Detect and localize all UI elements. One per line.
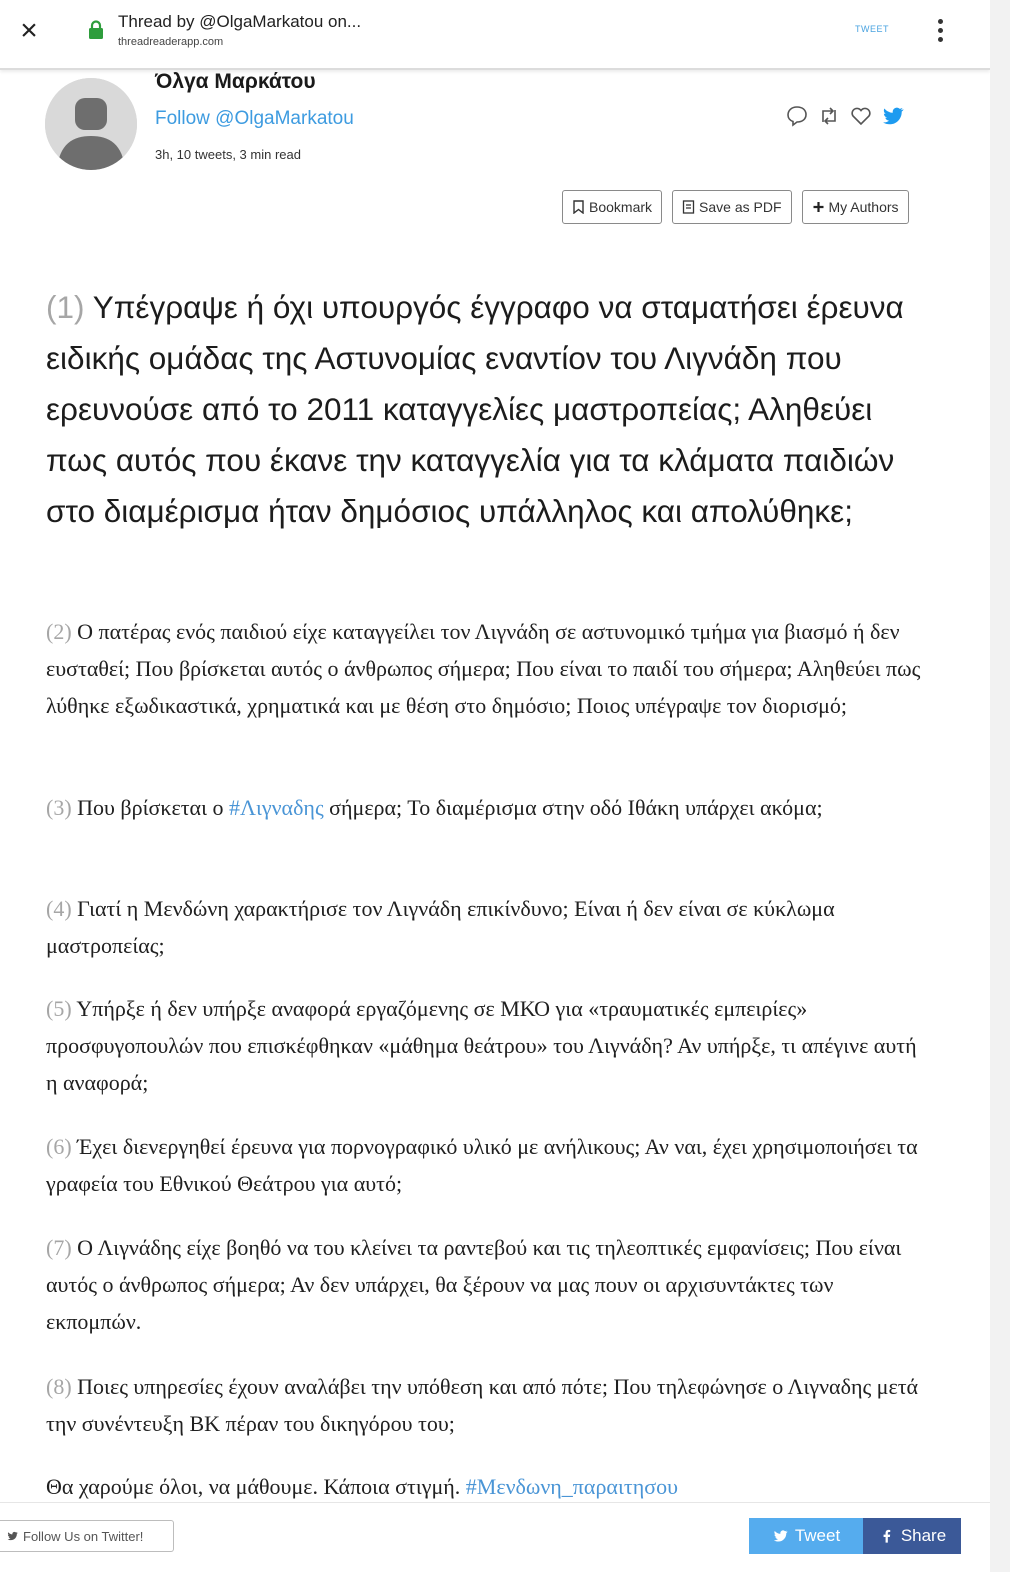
tweet-number: (5) xyxy=(46,996,72,1021)
avatar[interactable] xyxy=(45,78,137,170)
follow-us-label: Follow Us on Twitter! xyxy=(23,1528,144,1544)
tweet-header-link[interactable]: TWEET xyxy=(855,24,889,34)
tweet-number: (1) xyxy=(46,289,85,325)
tweet-number: (4) xyxy=(46,896,72,921)
tweet-item xyxy=(46,1368,926,1442)
tweet-text: Γιατί η Μενδώνη χαρακτήρισε τον Λιγνάδη επικίνδυνο; Είναι ή δεν είναι σε κύκλωμα μαστροπείας; xyxy=(46,896,835,958)
browser-top-bar xyxy=(0,0,990,70)
hashtag-link[interactable]: #Λιγναδης xyxy=(229,795,324,820)
like-heart-icon[interactable] xyxy=(849,104,873,128)
tweet-item xyxy=(46,1229,926,1340)
lead-tweet xyxy=(46,282,926,537)
page-title: Thread by @OlgaMarkatou on... xyxy=(118,12,362,31)
page-url: threadreaderapp.com xyxy=(118,36,224,48)
plus-icon xyxy=(812,200,825,214)
tweet-text: Θα χαρούμε όλοι, να μάθουμε. Κάποια στιγμή. xyxy=(46,1474,461,1499)
thread-action-buttons xyxy=(562,190,909,224)
pdf-file-icon xyxy=(682,200,695,214)
tweet-item xyxy=(46,1468,926,1505)
tweet-item xyxy=(46,789,926,826)
lock-icon xyxy=(88,20,104,40)
twitter-bird-icon xyxy=(772,1528,789,1544)
bookmark-label: Bookmark xyxy=(589,199,653,215)
twitter-bird-icon[interactable] xyxy=(881,104,905,128)
tweet-share-button[interactable] xyxy=(749,1518,863,1554)
tweet-text: Που βρίσκεται ο xyxy=(77,795,224,820)
my-authors-button[interactable] xyxy=(802,190,909,224)
tweet-item xyxy=(46,613,926,724)
tweet-text: Υπέγραψε ή όχι υπουργός έγγραφο να σταματήσει έρευνα ειδικής ομάδας της Αστυνομίας εναντίον του Λιγνάδη που ερευνούσε από το 2011 καταγγελίες μαστροπείας; Αληθεύει πως αυτός που έκανε την καταγγελία για τα κλάματα παιδιών στο διαμέρισμα ήταν δημόσιος υπάλληλος και απολύθηκε; xyxy=(46,289,904,529)
facebook-share-button[interactable] xyxy=(863,1518,961,1554)
kebab-menu-icon[interactable] xyxy=(928,16,952,48)
tweet-item xyxy=(46,890,926,964)
follow-us-twitter-button[interactable] xyxy=(0,1520,174,1552)
tweet-text: σήμερα; Το διαμέρισμα στην οδό Ιθάκη υπάρχει ακόμα; xyxy=(329,795,823,820)
save-pdf-label: Save as PDF xyxy=(699,199,782,215)
scroll-edge xyxy=(990,0,1010,1572)
twitter-bird-icon xyxy=(6,1530,19,1542)
default-avatar-icon xyxy=(45,78,137,170)
facebook-icon xyxy=(878,1528,895,1544)
tweet-text: Έχει διενεργηθεί έρευνα για πορνογραφικό υλικό με ανήλικους; Αν ναι, έχει χρησιμοποιήσει τα γραφεία του Εθνικού Θεάτρου για αυτό; xyxy=(46,1134,918,1196)
tweet-number: (8) xyxy=(46,1374,72,1399)
share-button-label: Share xyxy=(900,1526,947,1545)
bookmark-button[interactable] xyxy=(562,190,662,224)
bookmark-icon xyxy=(572,200,585,214)
hashtag-link[interactable]: #Μενδωνη_παραιτησου xyxy=(465,1474,678,1499)
tweet-text: Ποιες υπηρεσίες έχουν αναλάβει την υπόθεση και από πότε; Που τηλεφώνησε ο Λιγναδης μετά την συνέντευξη ΒΚ πέραν του δικηγόρου του; xyxy=(46,1374,919,1436)
tweet-button-label: Tweet xyxy=(794,1526,841,1545)
tweet-item xyxy=(46,1128,926,1202)
author-name: Όλγα Μαρκάτου xyxy=(155,70,316,93)
tweet-text: Ο Λιγνάδης είχε βοηθό να του κλείνει τα ραντεβού και τις τηλεοπτικές εμφανίσεις; Που είναι αυτός ο άνθρωπος σήμερα; Αν δεν υπάρχει, θα ξέρουν να μας πουν οι αρχισυντάκτες των εκπομπών. xyxy=(46,1235,902,1334)
my-authors-label: My Authors xyxy=(828,199,899,215)
tweet-text: Ο πατέρας ενός παιδιού είχε καταγγείλει τον Λιγνάδη σε αστυνομικό τμήμα για βιασμό ή δεν ευσταθεί; Που βρίσκεται αυτός ο άνθρωπος σήμερα; Που είναι το παιδί του σήμερα; Αληθεύει πως λύθηκε εξωδικαστικά, χρηματικά και με θέση στο δημόσιο; Ποιος υπέγραψε τον διορισμό; xyxy=(46,619,921,718)
retweet-icon[interactable] xyxy=(817,104,841,128)
save-pdf-button[interactable] xyxy=(672,190,791,224)
tweet-number: (2) xyxy=(46,619,72,644)
reply-icon[interactable] xyxy=(785,104,809,128)
thread-meta: 3h, 10 tweets, 3 min read xyxy=(155,147,301,162)
tweet-item xyxy=(46,990,926,1101)
follow-author-link[interactable]: Follow @OlgaMarkatou xyxy=(155,108,354,129)
tweet-number: (3) xyxy=(46,795,72,820)
tweet-text: Υπήρξε ή δεν υπήρξε αναφορά εργαζόμενης σε ΜΚΟ για «τραυματικές εμπειρίες» προσφυγοπουλών που επισκέφθηκαν «μάθημα θεάτρου» του Λιγνάδη? Αν υπήρξε, τι απέγινε αυτή η αναφορά; xyxy=(46,996,917,1095)
close-icon[interactable]: × xyxy=(20,14,38,47)
tweet-number: (7) xyxy=(46,1235,72,1260)
tweet-number: (6) xyxy=(46,1134,72,1159)
tweet-actions xyxy=(785,104,905,128)
